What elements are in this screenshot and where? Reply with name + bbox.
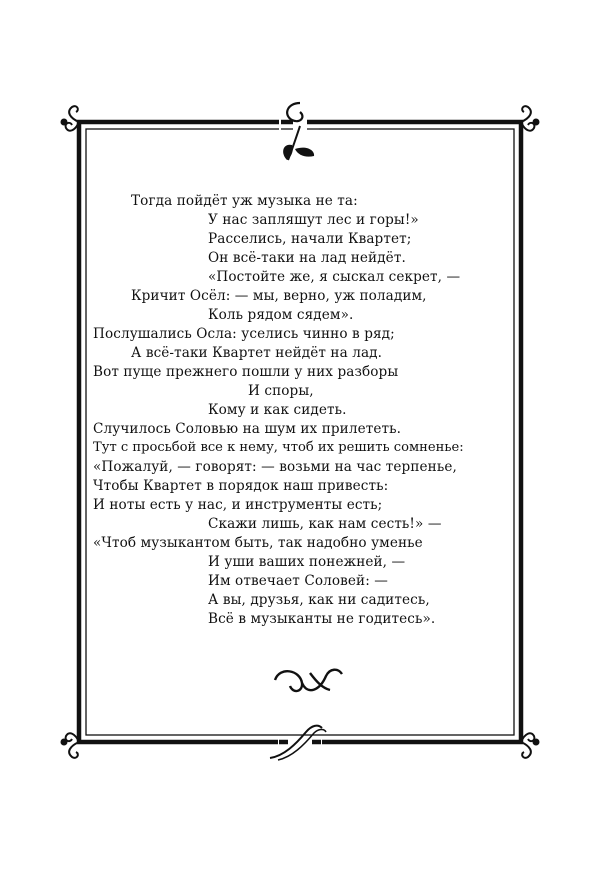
poem-line: Он всё-таки на лад нейдёт. — [208, 250, 406, 266]
poem-line: Расселись, начали Квартет; — [208, 231, 412, 247]
poem-line: «Постойте же, я сыскал секрет, — — [208, 269, 461, 285]
poem-line: Кому и как сидеть. — [208, 402, 347, 418]
poem-line: Послушались Осла: уселись чинно в ряд; — [93, 326, 395, 342]
poem-line: Тогда пойдёт уж музыка не та: — [131, 193, 358, 209]
poem-line: Всё в музыканты не годитесь». — [208, 611, 436, 627]
poem-line: Кричит Осёл: — мы, верно, уж поладим, — [131, 288, 427, 304]
poem-line: Тут с просьбой все к нему, чтоб их решить сомненье: — [93, 440, 464, 455]
poem-line: Чтобы Квартет в порядок наш привесть: — [93, 478, 389, 494]
poem-line: И уши ваших понежней, — — [208, 554, 406, 570]
poem-line: Случилось Соловью на шум их прилететь. — [93, 421, 402, 437]
poem-line: «Пожалуй, — говорят: — возьми на час терпенье, — [93, 459, 457, 475]
poem-line: И споры, — [248, 383, 314, 399]
poem-line: Им отвечает Соловей: — — [208, 573, 388, 589]
poem-line: Скажи лишь, как нам сесть!» — — [208, 516, 442, 532]
poem-line: А вы, друзья, как ни садитесь, — [208, 592, 430, 608]
poem-line: И ноты есть у нас, и инструменты есть; — [93, 497, 383, 513]
poem-line: У нас запляшут лес и горы!» — [208, 212, 419, 228]
poem-line: «Чтоб музыкантом быть, так надобно уменье — [93, 535, 423, 551]
poem-line: Коль рядом сядем». — [208, 307, 354, 323]
poem-line: Вот пуще прежнего пошли у них разборы — [93, 364, 399, 380]
poem-line: А всё-таки Квартет нейдёт на лад. — [131, 345, 383, 361]
